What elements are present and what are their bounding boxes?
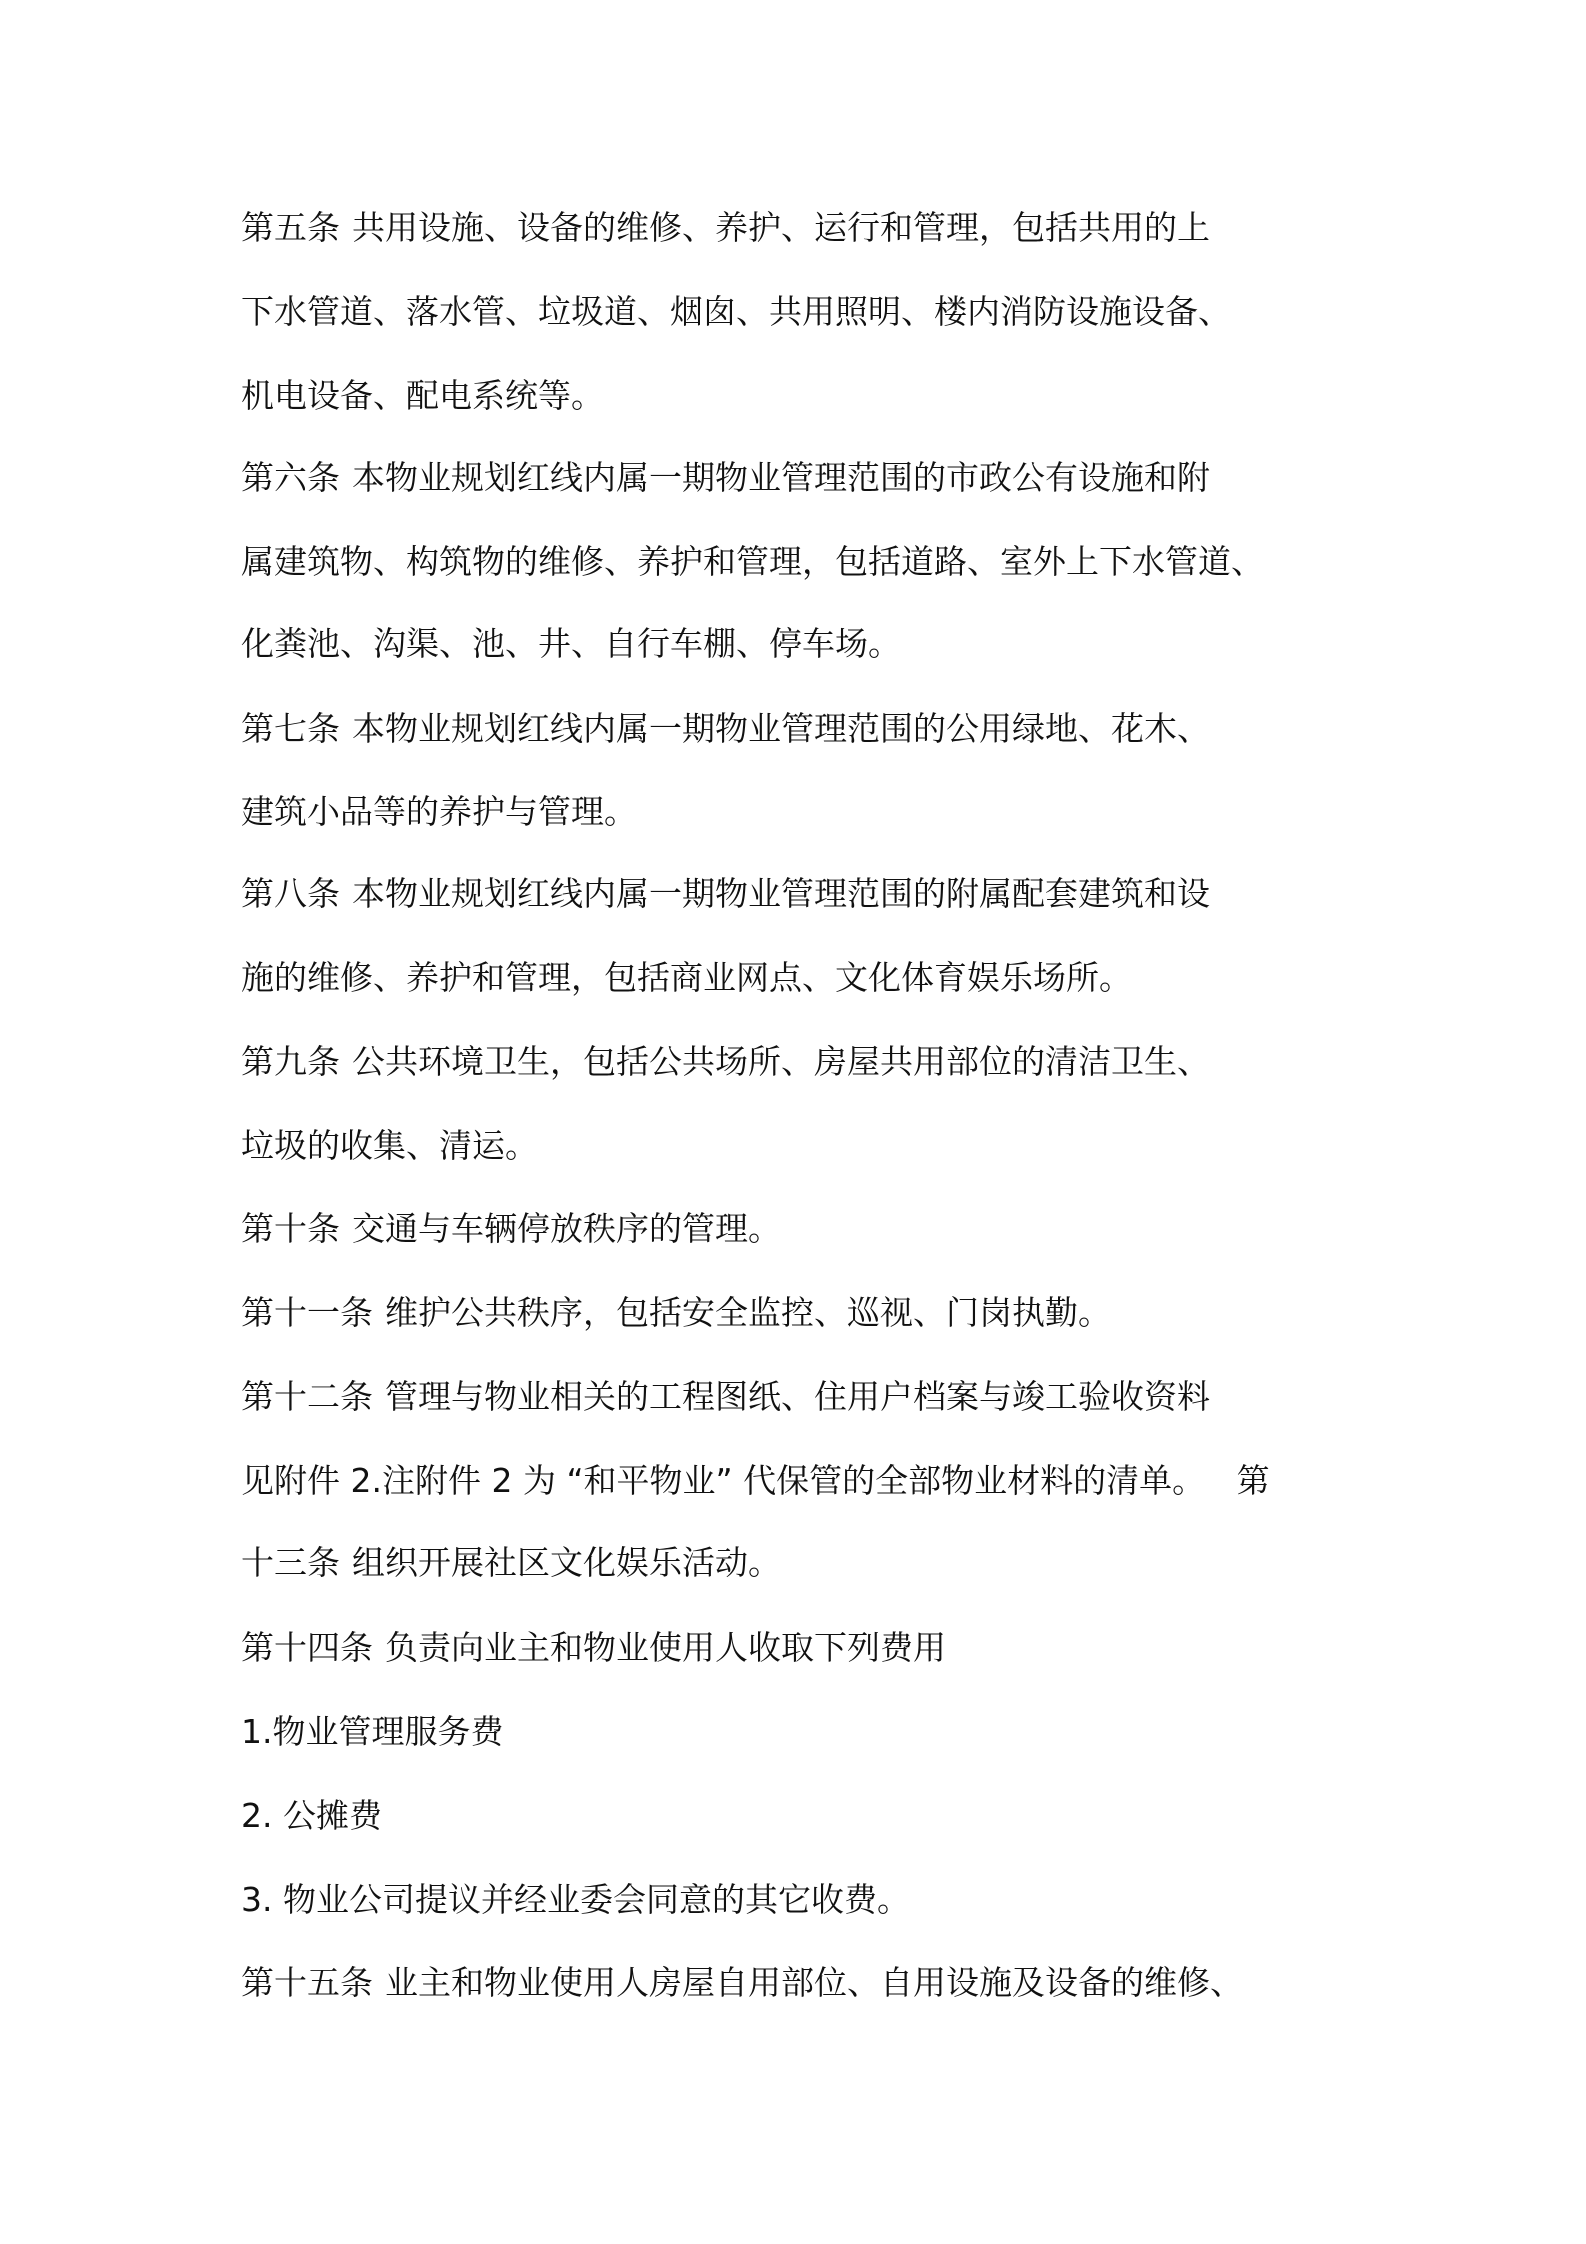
clause-5-line-1 bbox=[241, 208, 1210, 248]
fee-item-2 bbox=[241, 1796, 382, 1836]
fee-item-1 bbox=[241, 1712, 504, 1752]
clause-text: 本物业规划红线内属一期物业管理范围的公用绿地、花木、 bbox=[352, 709, 1210, 748]
clause-text: 属建筑物、构筑物的维修、养护和管理，包括道路、室外上下水管道、 bbox=[241, 542, 1264, 581]
clause-6-line-3 bbox=[241, 624, 901, 664]
clause-label: 第八条 bbox=[241, 874, 340, 913]
clause-text: 负责向业主和物业使用人收取下列费用 bbox=[385, 1628, 946, 1667]
clause-text: 本物业规划红线内属一期物业管理范围的附属配套建筑和设 bbox=[352, 874, 1210, 913]
clause-text: 下水管道、落水管、垃圾道、烟囱、共用照明、楼内消防设施设备、 bbox=[241, 292, 1231, 331]
clause-5-line-3 bbox=[241, 376, 604, 416]
clause-7-line-1 bbox=[241, 709, 1210, 749]
clause-5-line-2 bbox=[241, 292, 1231, 332]
clause-text: 公共环境卫生，包括公共场所、房屋共用部位的清洁卫生、 bbox=[352, 1042, 1210, 1081]
clause-text: 施的维修、养护和管理，包括商业网点、文化体育娱乐场所。 bbox=[241, 958, 1132, 997]
clause-label: 第十条 bbox=[241, 1209, 340, 1248]
clause-text: 共用设施、设备的维修、养护、运行和管理，包括共用的上 bbox=[352, 208, 1210, 247]
clause-label: 第十四条 bbox=[241, 1628, 373, 1667]
clause-12-line-2 bbox=[241, 1461, 1270, 1501]
clause-label: 第五条 bbox=[241, 208, 340, 247]
clause-text: 管理与物业相关的工程图纸、住用户档案与竣工验收资料 bbox=[385, 1377, 1210, 1416]
clause-7-line-2 bbox=[241, 792, 637, 832]
clause-9-line-1 bbox=[241, 1042, 1210, 1082]
clause-text: 业主和物业使用人房屋自用部位、自用设施及设备的维修、 bbox=[385, 1963, 1243, 2002]
clause-13-line-1 bbox=[241, 1543, 781, 1583]
clause-8-line-1 bbox=[241, 874, 1210, 914]
clause-15-line-1 bbox=[241, 1963, 1243, 2003]
clause-label: 第七条 bbox=[241, 709, 340, 748]
list-item-text: 1.物业管理服务费 bbox=[241, 1712, 504, 1751]
clause-text: 本物业规划红线内属一期物业管理范围的市政公有设施和附 bbox=[352, 458, 1210, 497]
clause-text: 垃圾的收集、清运。 bbox=[241, 1126, 538, 1165]
clause-label: 第十二条 bbox=[241, 1377, 373, 1416]
clause-label: 第九条 bbox=[241, 1042, 340, 1081]
clause-label: 第六条 bbox=[241, 458, 340, 497]
clause-label: 第十一条 bbox=[241, 1293, 373, 1332]
list-item-text: 3. 物业公司提议并经业委会同意的其它收费。 bbox=[241, 1880, 910, 1919]
clause-9-line-2 bbox=[241, 1126, 538, 1166]
fee-item-3 bbox=[241, 1880, 910, 1920]
clause-label: 十三条 bbox=[241, 1543, 340, 1582]
clause-text: 交通与车辆停放秩序的管理。 bbox=[352, 1209, 781, 1248]
clause-text: 化粪池、沟渠、池、井、自行车棚、停车场。 bbox=[241, 624, 901, 663]
clause-text: 建筑小品等的养护与管理。 bbox=[241, 792, 637, 831]
clause-11-line-1 bbox=[241, 1293, 1111, 1333]
clause-14-line-1 bbox=[241, 1628, 946, 1668]
clause-text: 维护公共秩序，包括安全监控、巡视、门岗执勤。 bbox=[385, 1293, 1111, 1332]
clause-12-line-1 bbox=[241, 1377, 1210, 1417]
clause-6-line-1 bbox=[241, 458, 1210, 498]
clause-8-line-2 bbox=[241, 958, 1132, 998]
clause-text: 见附件 2.注附件 2 为 “和平物业” 代保管的全部物业材料的清单。 第 bbox=[241, 1461, 1270, 1500]
list-item-text: 2. 公摊费 bbox=[241, 1796, 382, 1835]
clause-text: 机电设备、配电系统等。 bbox=[241, 376, 604, 415]
clause-text: 组织开展社区文化娱乐活动。 bbox=[352, 1543, 781, 1582]
clause-6-line-2 bbox=[241, 542, 1264, 582]
clause-label: 第十五条 bbox=[241, 1963, 373, 2002]
clause-10-line-1 bbox=[241, 1209, 781, 1249]
